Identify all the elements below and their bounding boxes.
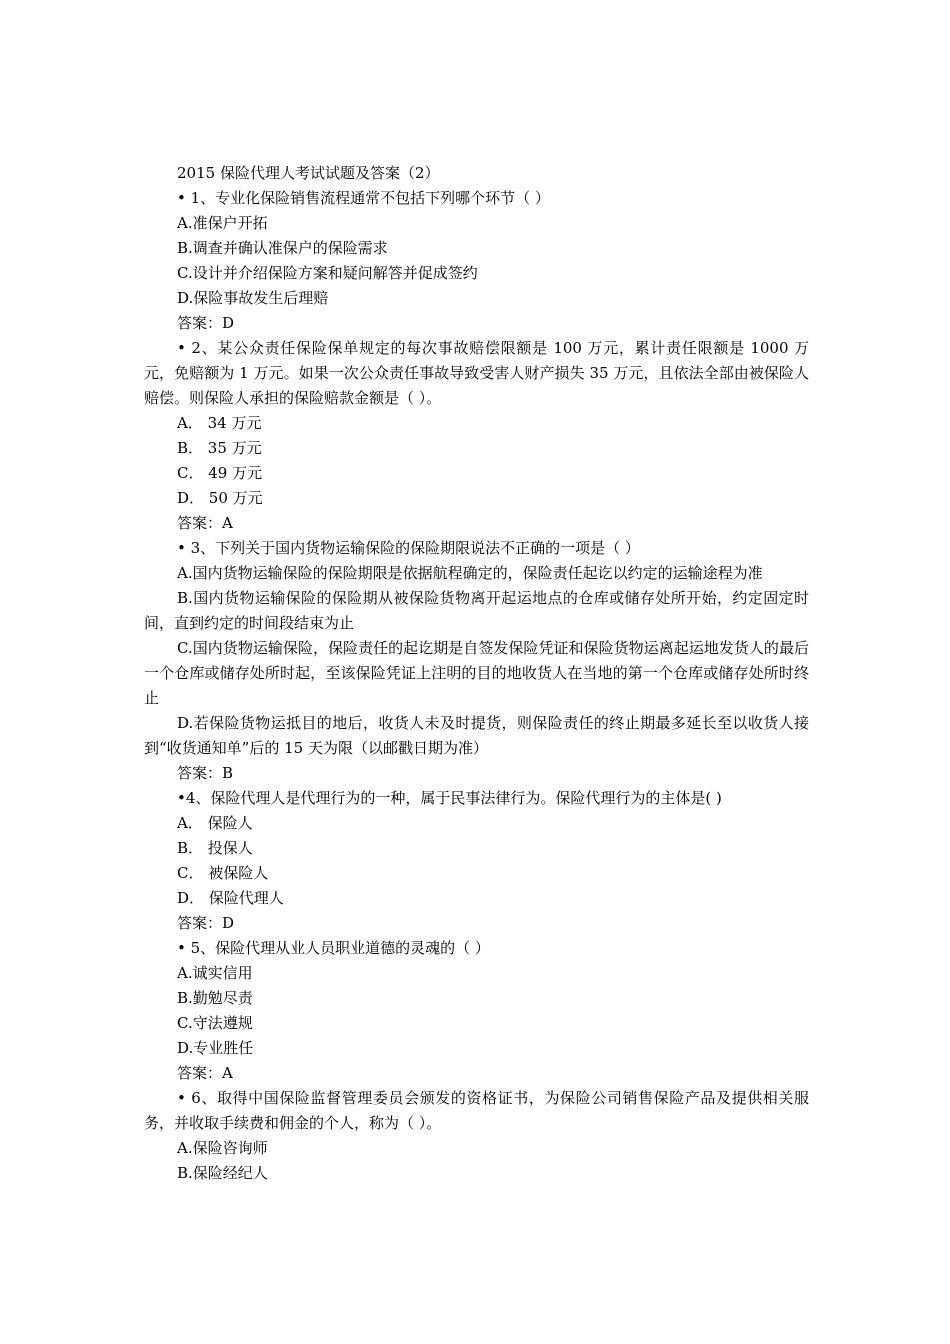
question-2-option-d: D． 50 万元 [177, 489, 263, 507]
document-title: 2015 保险代理人考试试题及答案（2） [177, 164, 440, 182]
question-4-option-c: C． 被保险人 [177, 864, 269, 882]
question-2-stem: • 2、某公众责任保险保单规定的每次事故赔偿限额是 100 万元，累计责任限额是 1000 万元，免赔额为 1 万元。如果一次公众责任事故导致受害人财产损失 35 万元，且依法全部由被保险人赔偿。则保险人承担的保险赔款金额是（ ）。 [144, 339, 809, 407]
question-3-answer: 答案：B [177, 764, 234, 782]
document-page [144, 161, 809, 1186]
question-4-option-b: B． 投保人 [177, 839, 253, 857]
question-1-option-a: A.准保户开拓 [177, 214, 268, 232]
question-3-option-a: A.国内货物运输保险的保险期限是依据航程确定的，保险责任起讫以约定的运输途程为准 [177, 564, 763, 582]
question-1-option-b: B.调查并确认准保户的保险需求 [177, 239, 388, 257]
question-2-option-a: A． 34 万元 [177, 414, 262, 432]
question-6-stem: • 6、取得中国保险监督管理委员会颁发的资格证书，为保险公司销售保险产品及提供相关服务，并收取手续费和佣金的个人，称为（ ）。 [144, 1089, 809, 1132]
question-3-option-b: B.国内货物运输保险的保险期从被保险货物离开起运地点的仓库或储存处所开始，约定固定时间，直到约定的时间段结束为止 [144, 589, 809, 632]
question-2-option-c: C． 49 万元 [177, 464, 263, 482]
question-6-option-b: B.保险经纪人 [177, 1164, 268, 1182]
question-5-answer: 答案：A [177, 1064, 233, 1082]
question-4-stem: •4、保险代理人是代理行为的一种，属于民事法律行为。保险代理行为的主体是( ) [177, 789, 722, 807]
question-4-option-a: A． 保险人 [177, 814, 253, 832]
question-1-option-d: D.保险事故发生后理赔 [177, 289, 329, 307]
question-4-option-d: D． 保险代理人 [177, 889, 284, 907]
question-5-option-c: C.守法遵规 [177, 1014, 253, 1032]
question-6-option-a: A.保险咨询师 [177, 1139, 268, 1157]
question-2-option-b: B． 35 万元 [177, 439, 262, 457]
question-5-option-b: B.勤勉尽责 [177, 989, 253, 1007]
question-4-answer: 答案：D [177, 914, 235, 932]
question-5-option-d: D.专业胜任 [177, 1039, 254, 1057]
question-2-answer: 答案：A [177, 514, 233, 532]
question-3-stem: • 3、下列关于国内货物运输保险的保险期限说法不正确的一项是（ ） [177, 539, 640, 557]
question-3-option-c: C.国内货物运输保险，保险责任的起讫期是自签发保险凭证和保险货物运离起运地发货人的最后一个仓库或储存处所时起，至该保险凭证上注明的目的地收货人在当地的第一个仓库或储存处所时终止 [144, 639, 809, 707]
question-5-option-a: A.诚实信用 [177, 964, 253, 982]
question-3-option-d: D.若保险货物运抵目的地后，收货人未及时提货，则保险责任的终止期最多延长至以收货人接到“收货通知单”后的 15 天为限（以邮戳日期为准） [144, 714, 809, 757]
question-1-stem: • 1、专业化保险销售流程通常不包括下列哪个环节（ ） [177, 189, 550, 207]
question-5-stem: • 5、保险代理从业人员职业道德的灵魂的（ ） [177, 939, 490, 957]
question-1-answer: 答案：D [177, 314, 235, 332]
question-1-option-c: C.设计并介绍保险方案和疑问解答并促成签约 [177, 264, 478, 282]
